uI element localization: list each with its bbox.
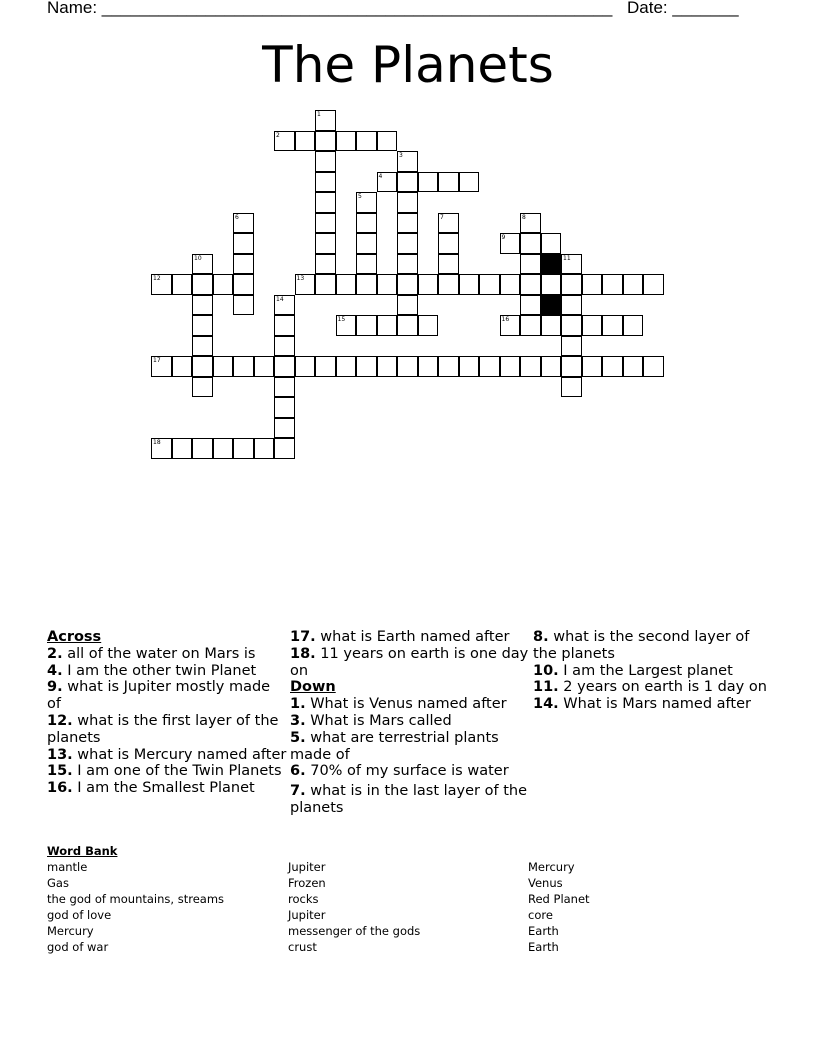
grid-cell[interactable]: [315, 233, 336, 254]
grid-cell[interactable]: [213, 356, 234, 377]
word-bank-heading: Word Bank: [47, 844, 118, 858]
grid-cell[interactable]: [520, 356, 541, 377]
grid-cell[interactable]: [356, 356, 377, 377]
cell-number: 13: [296, 275, 305, 282]
grid-cell[interactable]: [192, 377, 213, 398]
word-bank-column-3: [528, 859, 590, 955]
grid-cell[interactable]: [192, 315, 213, 336]
grid-cell[interactable]: [233, 438, 254, 459]
word-bank-item: core: [528, 908, 553, 922]
word-bank-item: mantle: [47, 860, 88, 874]
clue-number: 18.: [290, 645, 316, 662]
grid-cell[interactable]: [459, 356, 480, 377]
clue-number: 9.: [47, 679, 63, 696]
word-bank-item: the god of mountains, streams: [47, 892, 225, 906]
grid-cell[interactable]: [274, 131, 295, 152]
clue-text: what is the second layer of the planets: [533, 629, 750, 662]
clue-number: 16.: [47, 780, 73, 797]
cell-number: 8: [522, 213, 526, 221]
cell-number: 2: [276, 131, 280, 139]
clue-down-10: [533, 663, 773, 680]
grid-cell[interactable]: [192, 254, 213, 275]
clue-across-4: [47, 663, 287, 680]
clue-number: 14.: [533, 696, 559, 713]
clue-text: what is in the last layer of the planets: [290, 783, 528, 816]
grid-cell[interactable]: [397, 315, 418, 336]
grid-cell[interactable]: [541, 233, 562, 254]
cell-number: 14: [276, 295, 284, 303]
clue-number: 7.: [290, 783, 306, 800]
clue-text: what are terrestrial plants made of: [290, 729, 499, 763]
grid-cell[interactable]: [254, 356, 275, 377]
word-bank-column-2: [288, 859, 420, 955]
grid-cell[interactable]: [520, 315, 541, 336]
cell-number: 1: [317, 111, 321, 118]
grid-cell[interactable]: [520, 274, 541, 295]
word-bank-item: Jupiter: [288, 860, 326, 874]
grid-cell[interactable]: [561, 254, 582, 275]
grid-cell[interactable]: [356, 131, 377, 152]
grid-cell[interactable]: [213, 438, 234, 459]
word-bank-item: Jupiter: [288, 908, 326, 922]
cell-number: 18: [153, 439, 161, 446]
grid-cell[interactable]: [397, 233, 418, 254]
grid-cell[interactable]: [295, 356, 316, 377]
grid-cell[interactable]: [602, 315, 623, 336]
grid-cell[interactable]: [377, 315, 398, 336]
grid-cell[interactable]: [274, 397, 295, 418]
grid-cell[interactable]: [377, 356, 398, 377]
grid-cell[interactable]: [438, 274, 459, 295]
grid-cell[interactable]: [561, 295, 582, 316]
grid-cell[interactable]: [418, 274, 439, 295]
grid-cell[interactable]: [438, 254, 459, 275]
grid-cell[interactable]: [418, 356, 439, 377]
grid-cell[interactable]: [192, 438, 213, 459]
clue-across-18: [290, 646, 530, 680]
word-bank-item: Earth: [528, 940, 559, 954]
clue-number: 6.: [290, 763, 306, 780]
grid-cell[interactable]: [315, 356, 336, 377]
grid-cell[interactable]: [377, 274, 398, 295]
grid-cell[interactable]: [315, 131, 336, 152]
grid-cell[interactable]: [254, 438, 275, 459]
word-bank-item: Frozen: [288, 876, 326, 890]
name-field[interactable]: Name: ______________________________________________________: [47, 0, 613, 17]
clue-number: 10.: [533, 662, 559, 679]
grid-cell[interactable]: [233, 233, 254, 254]
grid-cell[interactable]: [336, 315, 357, 336]
grid-cell[interactable]: [397, 274, 418, 295]
down-heading: Down: [290, 679, 336, 696]
grid-cell[interactable]: [602, 274, 623, 295]
cell-number: 4: [378, 172, 383, 180]
clue-text: all of the water on Mars is: [62, 645, 256, 662]
grid-cell[interactable]: [479, 274, 500, 295]
clues-column-1: [47, 629, 287, 797]
cell-number: 10: [194, 254, 202, 262]
clue-number: 11.: [533, 679, 559, 696]
clue-down-1: [290, 696, 530, 713]
grid-cell[interactable]: [561, 274, 582, 295]
clue-text: What is Mars named after: [558, 696, 751, 713]
clue-text: what is Jupiter mostly made of: [47, 679, 271, 713]
grid-cell[interactable]: [356, 254, 377, 275]
page-title: The Planets: [262, 36, 554, 94]
clue-text: I am the Largest planet: [558, 662, 733, 679]
grid-cell[interactable]: [377, 172, 398, 193]
grid-cell[interactable]: [418, 172, 439, 193]
grid-cell[interactable]: [397, 151, 418, 172]
clue-text: 70% of my surface is water: [305, 763, 509, 780]
grid-cell[interactable]: [520, 213, 541, 234]
grid-cell[interactable]: [315, 192, 336, 213]
grid-cell[interactable]: [397, 295, 418, 316]
grid-cell[interactable]: [623, 356, 644, 377]
clue-number: 5.: [290, 729, 306, 746]
cell-number: 9: [501, 234, 506, 241]
black-cell: [541, 254, 562, 275]
clue-number: 4.: [47, 662, 63, 679]
grid-cell[interactable]: [274, 336, 295, 357]
grid-cell[interactable]: [397, 254, 418, 275]
clue-text: What is Mars called: [305, 712, 452, 729]
clue-across-15: [47, 763, 287, 780]
grid-cell[interactable]: [356, 233, 377, 254]
word-bank-item: messenger of the gods: [288, 924, 421, 938]
clues-column-3: [533, 629, 773, 713]
clue-text: what is the first layer of the planets: [47, 712, 279, 746]
grid-cell[interactable]: [561, 336, 582, 357]
word-bank-column-1: [47, 859, 224, 955]
grid-cell[interactable]: [582, 356, 603, 377]
clue-text: what is Mercury named after: [72, 746, 287, 763]
clue-across-16: [47, 780, 287, 797]
grid-cell[interactable]: [520, 233, 541, 254]
word-bank-item: rocks: [288, 892, 319, 906]
cell-number: 17: [153, 357, 161, 364]
black-cell: [541, 295, 562, 316]
clue-text: 11 years on earth is one day on: [290, 645, 529, 679]
grid-cell[interactable]: [561, 315, 582, 336]
clue-text: I am the Smallest Planet: [72, 780, 255, 797]
clue-number: 17.: [290, 629, 316, 645]
clue-across-17: [290, 629, 530, 646]
grid-cell[interactable]: [582, 315, 603, 336]
grid-cell[interactable]: [172, 438, 193, 459]
clue-text: I am the other twin Planet: [62, 662, 257, 679]
clue-text: I am one of the Twin Planets: [72, 763, 282, 780]
grid-cell[interactable]: [233, 295, 254, 316]
grid-cell[interactable]: [541, 356, 562, 377]
cell-number: 6: [235, 213, 239, 221]
word-bank-item: god of war: [47, 940, 109, 954]
grid-cell[interactable]: [438, 213, 459, 234]
clue-down-14: [533, 696, 773, 713]
clue-number: 13.: [47, 746, 73, 763]
grid-cell[interactable]: [295, 131, 316, 152]
word-bank-item: Venus: [528, 876, 563, 890]
grid-cell[interactable]: [561, 377, 582, 398]
cell-number: 3: [399, 152, 403, 159]
date-field[interactable]: Date: _______: [627, 0, 739, 17]
grid-cell[interactable]: [315, 274, 336, 295]
grid-cell[interactable]: [172, 274, 193, 295]
grid-cell[interactable]: [356, 274, 377, 295]
grid-cell[interactable]: [192, 336, 213, 357]
grid-cell[interactable]: [541, 274, 562, 295]
grid-cell[interactable]: [500, 356, 521, 377]
grid-cell[interactable]: [500, 274, 521, 295]
grid-cell[interactable]: [192, 274, 213, 295]
clue-across-2: [47, 646, 287, 663]
clue-across-9: [47, 679, 287, 713]
cell-number: 7: [440, 213, 444, 221]
cell-number: 11: [563, 254, 571, 262]
grid-cell[interactable]: [274, 418, 295, 439]
clues-column-2: [290, 629, 530, 817]
grid-cell[interactable]: [561, 356, 582, 377]
word-bank-item: Mercury: [47, 924, 94, 938]
grid-cell[interactable]: [520, 254, 541, 275]
clue-across-13: [47, 747, 287, 764]
grid-cell[interactable]: [336, 131, 357, 152]
grid-cell[interactable]: [397, 356, 418, 377]
grid-cell[interactable]: [397, 213, 418, 234]
grid-cell[interactable]: [397, 172, 418, 193]
grid-cell[interactable]: [377, 131, 398, 152]
grid-cell[interactable]: [274, 356, 295, 377]
clue-number: 8.: [533, 629, 549, 645]
grid-cell[interactable]: [438, 233, 459, 254]
grid-cell[interactable]: [192, 356, 213, 377]
grid-cell[interactable]: [356, 315, 377, 336]
cell-number: 16: [501, 316, 510, 323]
cell-number: 15: [337, 316, 346, 323]
grid-cell[interactable]: [213, 274, 234, 295]
grid-cell[interactable]: [274, 295, 295, 316]
grid-cell[interactable]: [151, 274, 172, 295]
grid-cell[interactable]: [623, 315, 644, 336]
grid-cell[interactable]: [295, 274, 316, 295]
grid-cell[interactable]: [541, 315, 562, 336]
clue-number: 1.: [290, 696, 306, 713]
grid-cell[interactable]: [520, 295, 541, 316]
grid-cell[interactable]: [438, 356, 459, 377]
grid-cell[interactable]: [192, 295, 213, 316]
word-bank: [47, 843, 590, 954]
grid-cell[interactable]: [233, 356, 254, 377]
grid-cell[interactable]: [459, 274, 480, 295]
grid-cell[interactable]: [315, 110, 336, 131]
grid-cell[interactable]: [274, 377, 295, 398]
grid-cell[interactable]: [500, 233, 521, 254]
grid-cell[interactable]: [397, 192, 418, 213]
grid-cell[interactable]: [274, 315, 295, 336]
clue-down-8: [533, 629, 773, 663]
word-bank-item: god of love: [47, 908, 112, 922]
clue-down-6: [290, 763, 530, 780]
grid-cell[interactable]: [233, 254, 254, 275]
grid-cell[interactable]: [643, 356, 664, 377]
word-bank-item: Gas: [47, 876, 69, 890]
grid-cell[interactable]: [356, 213, 377, 234]
clue-down-5: [290, 730, 530, 764]
grid-cell[interactable]: [274, 438, 295, 459]
clue-text: What is Venus named after: [305, 696, 507, 713]
cell-number: 5: [358, 193, 362, 200]
grid-cell[interactable]: [336, 274, 357, 295]
grid-cell[interactable]: [602, 356, 623, 377]
grid-cell[interactable]: [151, 356, 172, 377]
word-bank-item: Red Planet: [528, 892, 590, 906]
clue-number: 3.: [290, 712, 306, 729]
grid-cell[interactable]: [336, 356, 357, 377]
word-bank-item: Mercury: [528, 860, 575, 874]
grid-cell[interactable]: [500, 315, 521, 336]
grid-cell[interactable]: [479, 356, 500, 377]
clue-down-7: [290, 783, 530, 817]
clue-number: 15.: [47, 763, 73, 780]
clue-text: what is Earth named after: [315, 629, 510, 645]
clue-number: 12.: [47, 712, 73, 729]
clue-across-12: [47, 713, 287, 747]
word-bank-item: Earth: [528, 924, 559, 938]
grid-cell[interactable]: [356, 192, 377, 213]
grid-cell[interactable]: [418, 315, 439, 336]
grid-cell[interactable]: [643, 274, 664, 295]
grid-cell[interactable]: [438, 172, 459, 193]
clue-down-3: [290, 713, 530, 730]
across-heading: Across: [47, 629, 102, 645]
grid-cell[interactable]: [172, 356, 193, 377]
word-bank-item: crust: [288, 940, 317, 954]
grid-cell[interactable]: [315, 213, 336, 234]
grid-cell[interactable]: [151, 438, 172, 459]
grid-cell[interactable]: [459, 172, 480, 193]
grid-cell[interactable]: [623, 274, 644, 295]
clue-text: 2 years on earth is 1 day on: [558, 679, 767, 696]
grid-cell[interactable]: [315, 254, 336, 275]
cell-number: 12: [153, 275, 161, 282]
grid-cell[interactable]: [233, 213, 254, 234]
clue-number: 2.: [47, 645, 63, 662]
grid-cell[interactable]: [582, 274, 603, 295]
clue-down-11: [533, 679, 773, 696]
grid-cell[interactable]: [315, 151, 336, 172]
grid-cell[interactable]: [315, 172, 336, 193]
grid-cell[interactable]: [233, 274, 254, 295]
